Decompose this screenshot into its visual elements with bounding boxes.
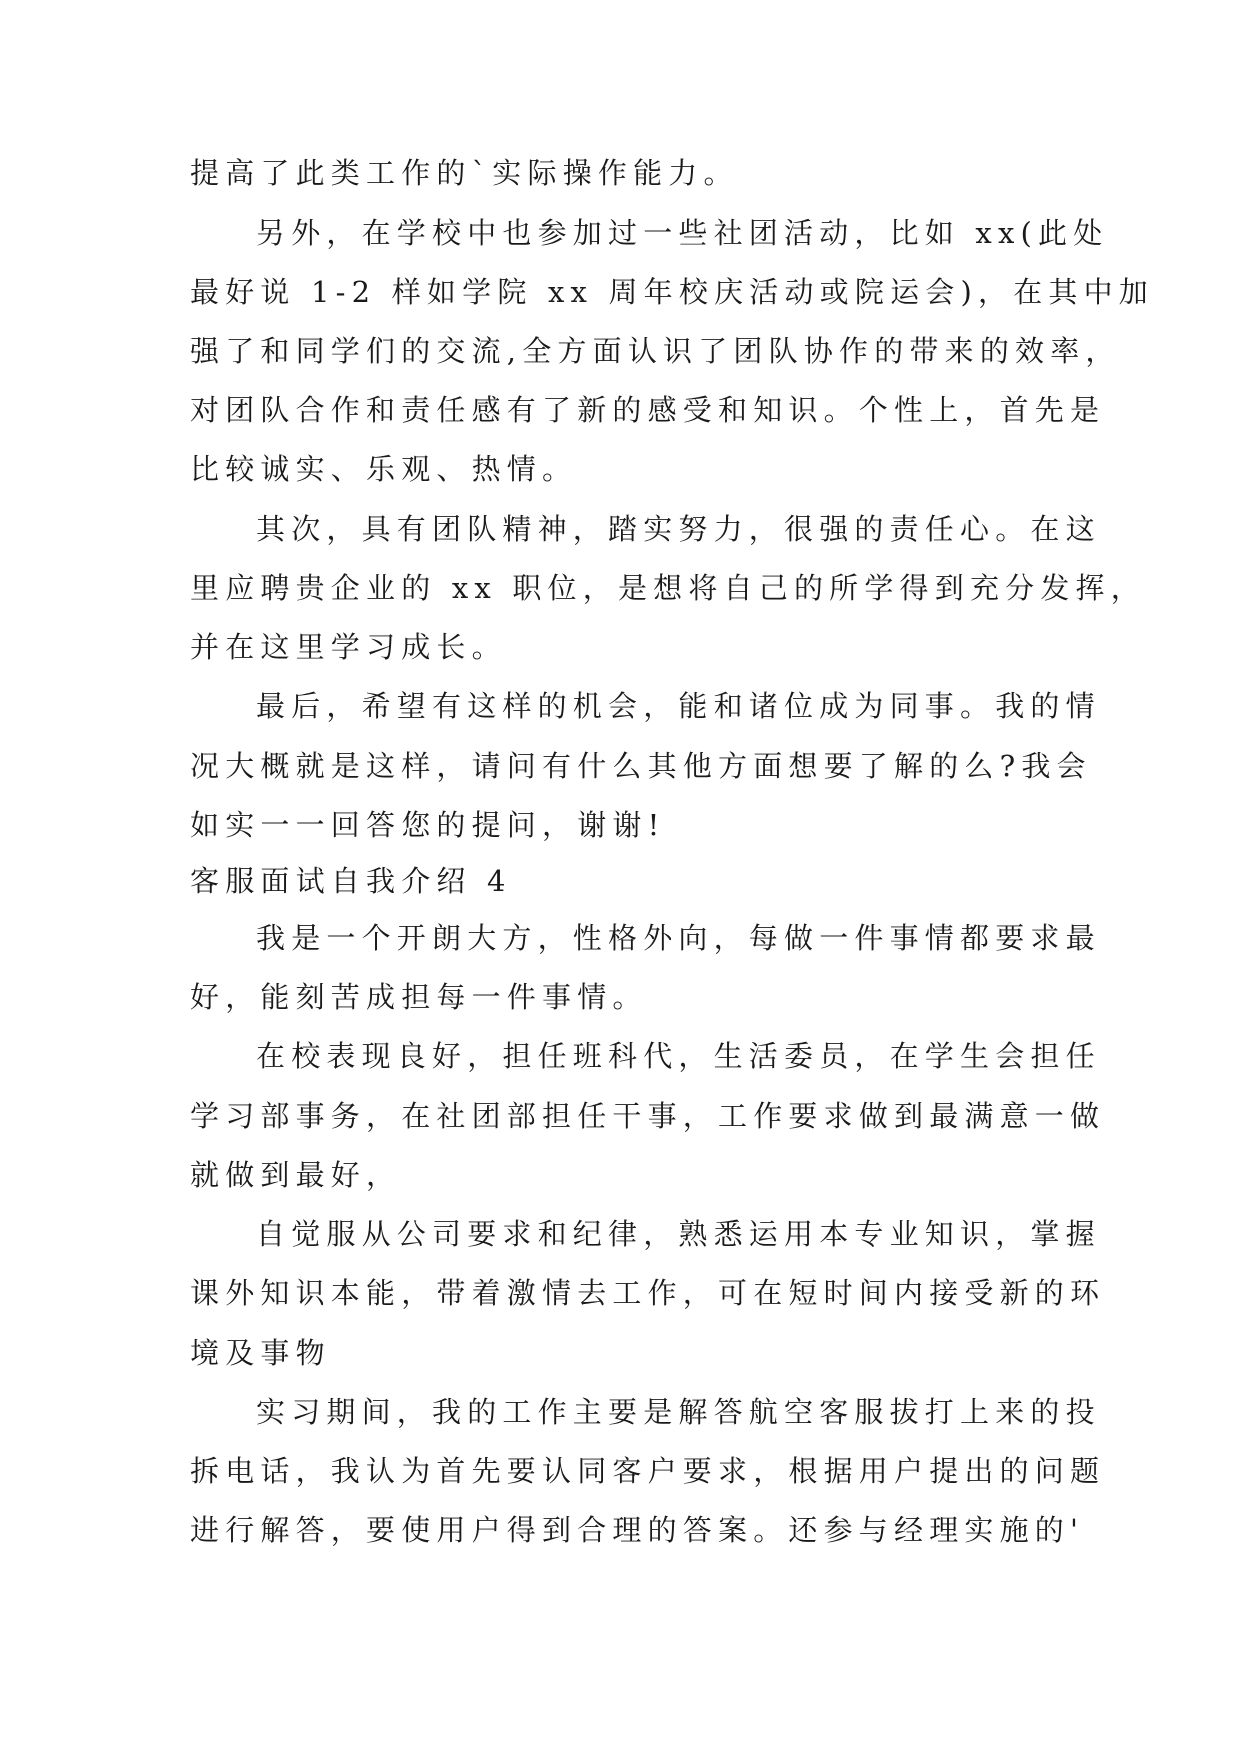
body-line: 学习部事务，在社团部担任干事，工作要求做到最满意一做 bbox=[190, 1099, 1106, 1133]
body-line: 好，能刻苦成担每一件事情。 bbox=[190, 980, 648, 1014]
body-line: 如实一一回答您的提问，谢谢! bbox=[190, 808, 666, 842]
paragraph-first-line: 在校表现良好，担任班科代，生活委员，在学生会担任 bbox=[256, 1039, 1101, 1073]
paragraph-first-line: 我是一个开朗大方，性格外向，每做一件事情都要求最 bbox=[256, 921, 1101, 955]
paragraph-first-line: 其次，具有团队精神，踏实努力，很强的责任心。在这 bbox=[256, 512, 1101, 546]
body-line: 就做到最好， bbox=[190, 1158, 402, 1192]
body-line: 最好说 1-2 样如学院 xx 周年校庆活动或院运会)，在其中加 bbox=[190, 275, 1154, 309]
body-line: 对团队合作和责任感有了新的感受和知识。个性上，首先是 bbox=[190, 393, 1106, 427]
body-line: 课外知识本能，带着激情去工作，可在短时间内接受新的环 bbox=[190, 1276, 1106, 1310]
body-line: 强了和同学们的交流,全方面认识了团队协作的带来的效率， bbox=[190, 334, 1121, 368]
body-line: 里应聘贵企业的 xx 职位，是想将自己的所学得到充分发挥， bbox=[190, 571, 1146, 605]
paragraph-first-line: 另外，在学校中也参加过一些社团活动，比如 xx(此处 bbox=[256, 216, 1109, 250]
paragraph-first-line: 实习期间，我的工作主要是解答航空客服拔打上来的投 bbox=[256, 1395, 1101, 1429]
body-line: 提高了此类工作的`实际操作能力。 bbox=[190, 156, 739, 190]
section-heading: 客服面试自我介绍 4 bbox=[190, 864, 512, 898]
body-line: 拆电话，我认为首先要认同客户要求，根据用户提出的问题 bbox=[190, 1454, 1106, 1488]
body-line: 进行解答，要使用户得到合理的答案。还参与经理实施的' bbox=[190, 1513, 1085, 1547]
body-line: 比较诚实、乐观、热情。 bbox=[190, 452, 578, 486]
body-line: 并在这里学习成长。 bbox=[190, 630, 507, 664]
body-line: 境及事物 bbox=[190, 1336, 331, 1370]
body-line: 况大概就是这样，请问有什么其他方面想要了解的么?我会 bbox=[190, 749, 1092, 783]
paragraph-first-line: 自觉服从公司要求和纪律，熟悉运用本专业知识，掌握 bbox=[256, 1217, 1101, 1251]
paragraph-first-line: 最后，希望有这样的机会，能和诸位成为同事。我的情 bbox=[256, 689, 1101, 723]
